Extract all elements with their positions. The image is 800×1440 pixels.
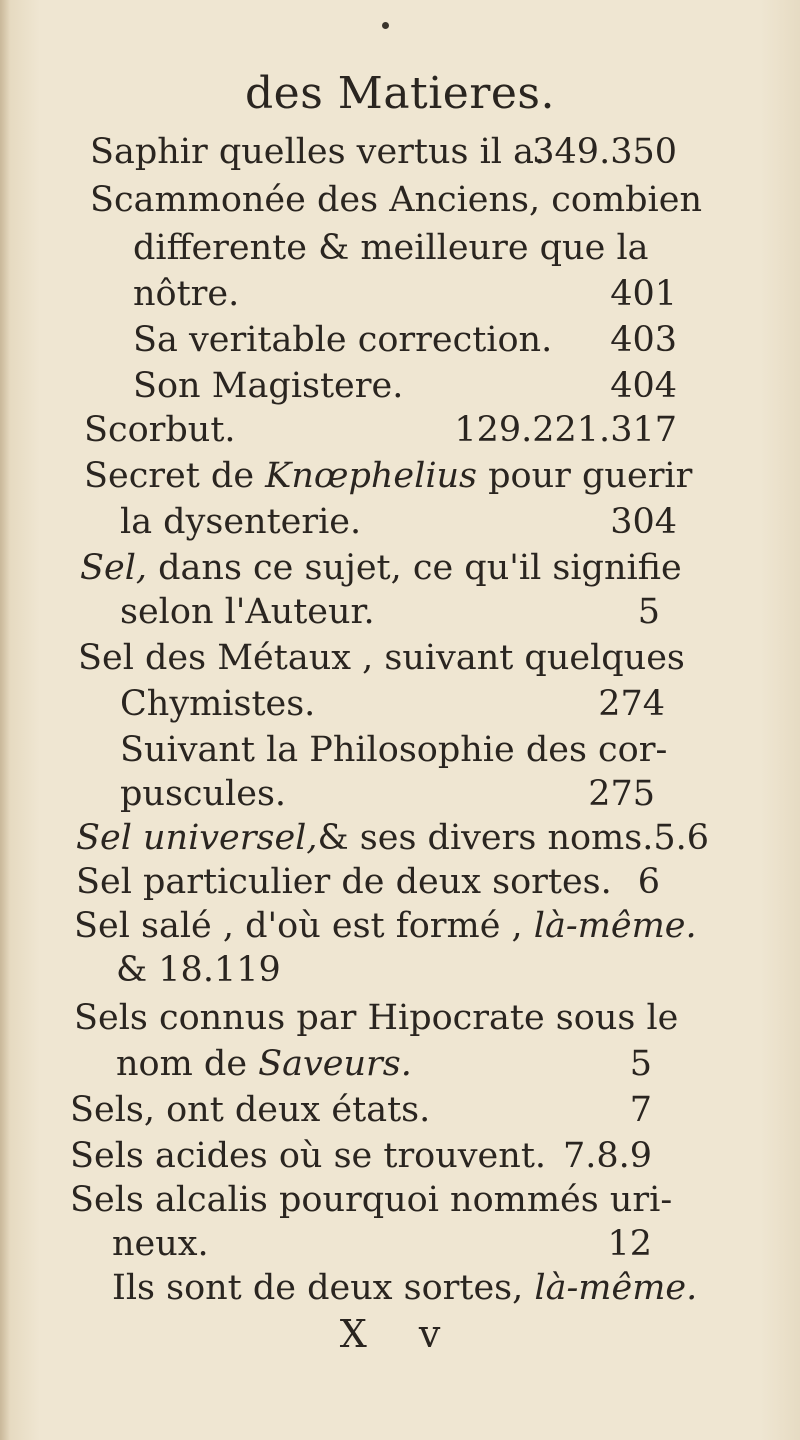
index-entry-page: 7.8.9 <box>562 1136 652 1176</box>
index-entry-page: 6 <box>637 862 660 902</box>
index-entry-text: Suivant la Philosophie des cor- <box>120 730 668 770</box>
index-entry-text: puscules. <box>120 774 287 814</box>
index-entry-text: & 18.119 <box>116 950 281 990</box>
index-entry-text: neux. <box>112 1224 209 1264</box>
index-entry-text: Saphir quelles vertus il a. <box>90 132 546 172</box>
index-entry-text: nom de Saveurs. <box>116 1044 412 1084</box>
index-entry-text: Chymistes. <box>120 684 316 724</box>
index-entry-text: differente & meilleure que la <box>133 228 649 268</box>
index-entry-page: 12 <box>607 1224 652 1264</box>
running-header: des Matieres. <box>245 68 555 119</box>
index-entry-page: 404 <box>610 366 677 406</box>
index-entry-page: 7 <box>629 1090 652 1130</box>
index-entry-text: Scorbut. <box>84 410 236 450</box>
index-entry-page: 275 <box>588 774 655 814</box>
index-entry-page: 403 <box>610 320 677 360</box>
index-entry-page: 304 <box>610 502 677 542</box>
index-entry-text: Sel, dans ce sujet, ce qu'il signifie <box>80 548 682 588</box>
index-entry-text: nôtre. <box>133 274 240 314</box>
page-edge-shadow <box>0 0 10 1440</box>
index-entry-text: Sa veritable correction. <box>133 320 553 360</box>
index-entry-text: Sel salé , d'où est formé , là-même. <box>74 906 697 946</box>
index-entry-text: Sels acides où se trouvent. <box>70 1136 547 1176</box>
index-entry-text: Sel des Métaux , suivant quelques <box>78 638 685 678</box>
index-entry-page: 274 <box>598 684 665 724</box>
index-entry-page: 349.350 <box>532 132 677 172</box>
index-entry-text: Sels connus par Hipocrate sous le <box>74 998 679 1038</box>
index-entry-text: Sel particulier de deux sortes. <box>76 862 612 902</box>
index-entry-text: Secret de Knœphelius pour guerir <box>84 456 693 496</box>
index-entry-page: 5 <box>629 1044 652 1084</box>
index-entry-text: Sels, ont deux états. <box>70 1090 431 1130</box>
index-entry-text: Son Magistere. <box>133 366 404 406</box>
index-entry-text: Scammonée des Anciens, combien <box>90 180 702 220</box>
index-entry-text: la dysenterie. <box>120 502 362 542</box>
signature-mark: X v <box>339 1312 461 1356</box>
index-entry-text: Ils sont de deux sortes, là-même. <box>112 1268 698 1308</box>
index-entry-page: 5 <box>637 592 660 632</box>
index-entry-text: selon l'Auteur. <box>120 592 375 632</box>
index-entry-page: 129.221.317 <box>454 410 677 450</box>
ink-dot <box>382 22 389 29</box>
index-entry-text: Sel universel,& ses divers noms.5.6 <box>76 818 709 858</box>
index-entry-page: 401 <box>610 274 677 314</box>
index-entry-text: Sels alcalis pourquoi nommés uri- <box>70 1180 673 1220</box>
